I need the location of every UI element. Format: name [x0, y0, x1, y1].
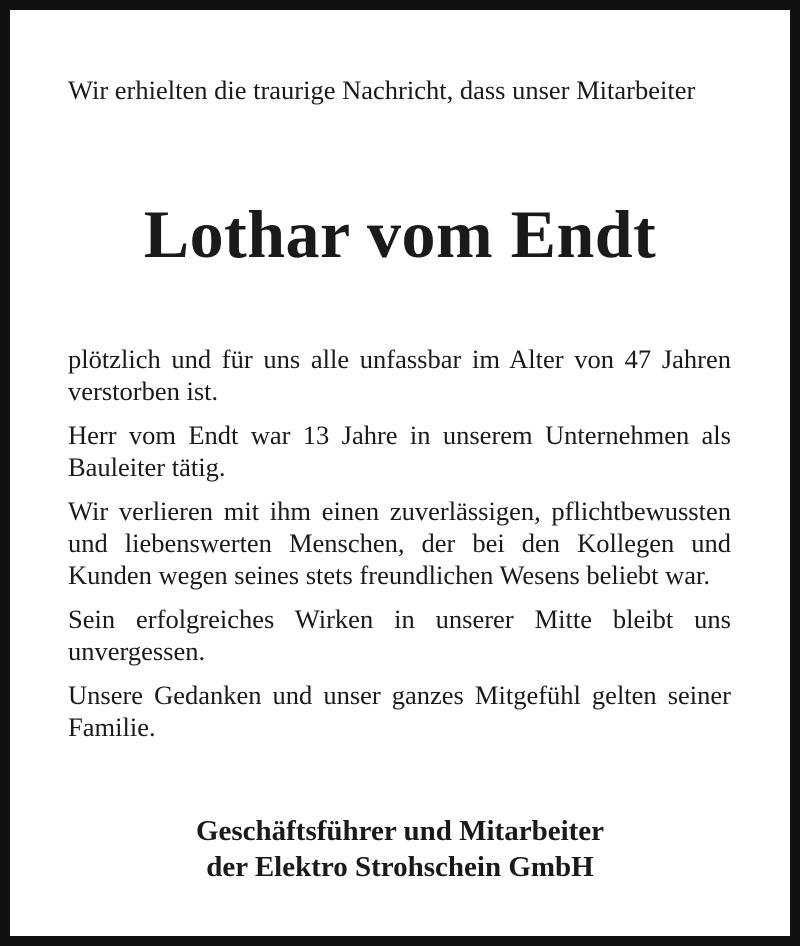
- notice-body: [68, 343, 731, 755]
- intro-text: Wir erhielten die traurige Nachricht, dass unser Mitarbeiter: [68, 75, 696, 105]
- paragraph-age: plötzlich und für uns alle unfassbar im Alter von 47 Jahren verstorben ist.: [68, 344, 731, 406]
- paragraph-remembrance: Sein erfolgreiches Wirken in unserer Mitte bleibt uns unvergessen.: [68, 604, 731, 666]
- paragraph-character: Wir verlieren mit ihm einen zuverlässigen, pflichtbewussten und liebenswerten Menschen, der bei den Kollegen und Kunden wegen seines stets freundlichen Wesens beliebt war.: [68, 496, 731, 590]
- deceased-name: Lothar vom Endt: [143, 196, 657, 272]
- paragraph-sympathy: Unsere Gedanken und unser ganzes Mitgefühl gelten seiner Familie.: [68, 680, 731, 742]
- signature-block: [10, 813, 790, 885]
- paragraph-tenure: Herr vom Endt war 13 Jahre in unserem Unternehmen als Bauleiter tätig.: [68, 420, 731, 482]
- signature-line-1: Geschäftsführer und Mitarbeiter: [195, 815, 605, 847]
- signature-line-2: der Elektro Strohschein GmbH: [206, 851, 594, 883]
